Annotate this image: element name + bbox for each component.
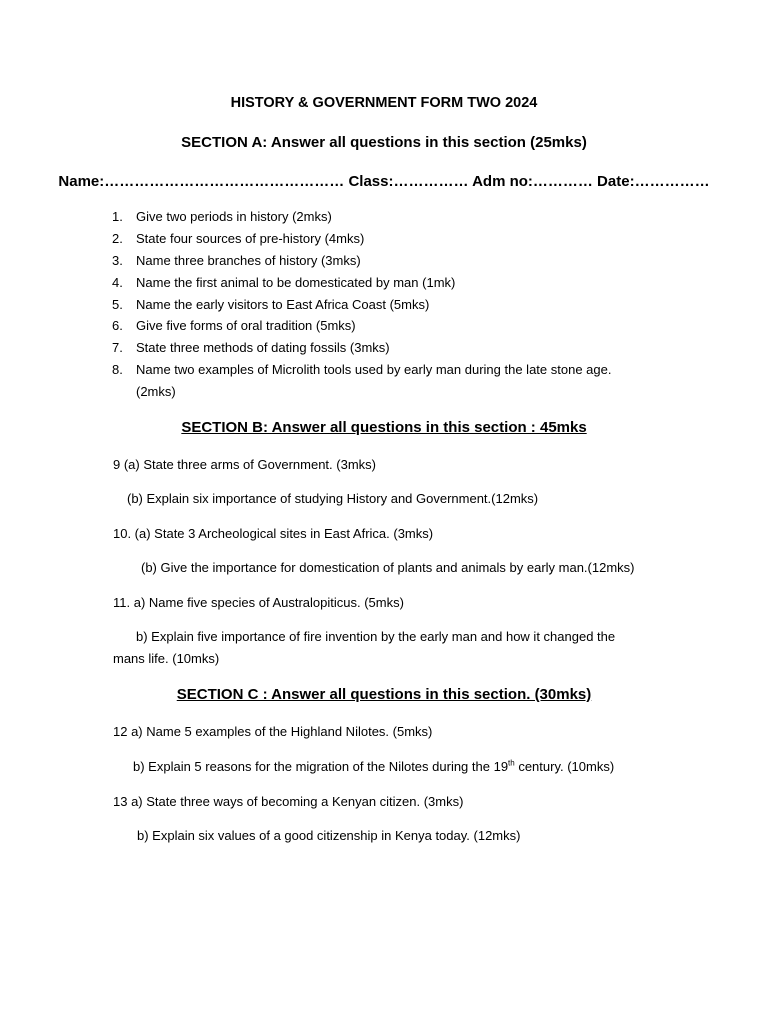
question-11b-line2: mans life. (10mks)	[113, 651, 220, 666]
question-number: 8.	[112, 362, 123, 377]
question-9a: 9 (a) State three arms of Government. (3mks)	[113, 457, 376, 472]
question-13a: 13 a) State three ways of becoming a Kenyan citizen. (3mks)	[113, 794, 464, 809]
question-text: Give five forms of oral tradition (5mks)	[136, 318, 356, 333]
question-11a: 11. a) Name five species of Australopiticus. (5mks)	[113, 595, 404, 610]
question-text: Name the early visitors to East Africa Coast (5mks)	[136, 297, 430, 312]
question-text-continued: (2mks)	[136, 384, 176, 399]
question-number: 1.	[112, 209, 123, 224]
question-number: 5.	[112, 297, 123, 312]
superscript-th: th	[508, 758, 515, 768]
section-b-heading-text: SECTION B: Answer all questions in this section : 45mks	[181, 419, 587, 436]
question-12a: 12 a) Name 5 examples of the Highland Nilotes. (5mks)	[113, 724, 433, 739]
question-text: Give two periods in history (2mks)	[136, 209, 332, 224]
question-12b-text-end: century. (10mks)	[514, 759, 615, 774]
section-c-heading	[0, 686, 768, 703]
question-number: 4.	[112, 275, 123, 290]
exam-title: HISTORY & GOVERNMENT FORM TWO 2024	[230, 95, 538, 111]
question-number: 7.	[112, 340, 123, 355]
question-10b: (b) Give the importance for domestication of plants and animals by early man.(12mks)	[141, 560, 635, 575]
question-text: Name the first animal to be domesticated by man (1mk)	[136, 275, 456, 290]
question-12b	[133, 759, 614, 774]
student-details-line: Name:………………………………………… Class:…………… Adm no:………… Date:……………	[58, 173, 710, 190]
question-text: State four sources of pre-history (4mks)	[136, 231, 365, 246]
question-number: 3.	[112, 253, 123, 268]
section-c-heading-text: SECTION C : Answer all questions in this section. (30mks)	[176, 686, 592, 703]
question-13b: b) Explain six values of a good citizenship in Kenya today. (12mks)	[137, 828, 521, 843]
question-12b-text: b) Explain 5 reasons for the migration of the Nilotes during the 19	[133, 759, 509, 774]
section-a-heading: SECTION A: Answer all questions in this section (25mks)	[181, 134, 587, 151]
question-10a: 10. (a) State 3 Archeological sites in East Africa. (3mks)	[113, 526, 434, 541]
section-b-heading	[0, 419, 768, 436]
question-number: 2.	[112, 231, 123, 246]
question-text: Name three branches of history (3mks)	[136, 253, 361, 268]
question-text: Name two examples of Microlith tools used by early man during the late stone age.	[136, 362, 612, 377]
question-11b-line1: b) Explain five importance of fire invention by the early man and how it changed the	[136, 629, 616, 644]
question-number: 6.	[112, 318, 123, 333]
question-9b: (b) Explain six importance of studying History and Government.(12mks)	[127, 491, 539, 506]
question-text: State three methods of dating fossils (3mks)	[136, 340, 390, 355]
